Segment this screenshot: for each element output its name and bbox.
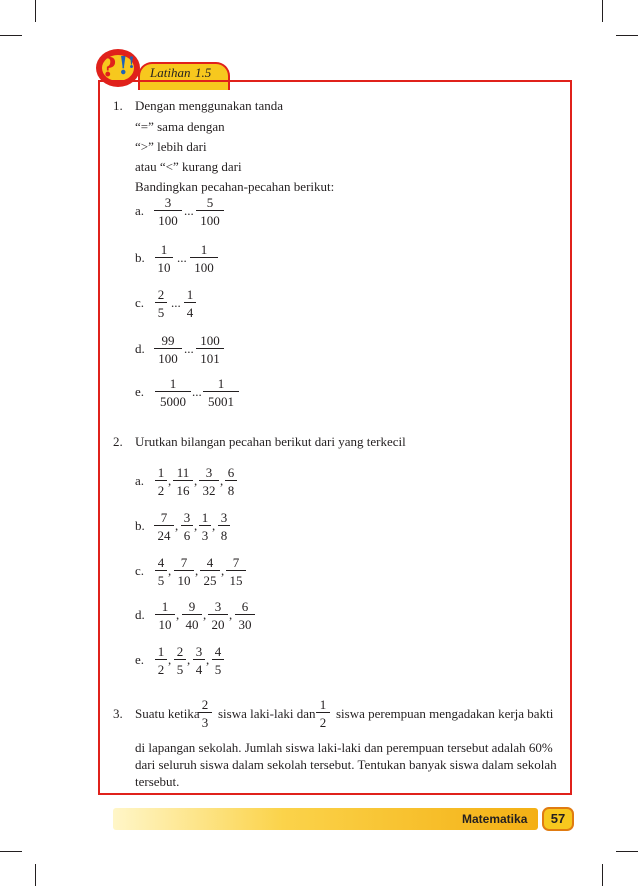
svg-text:!: ! — [118, 51, 129, 80]
q1-item-label: e. — [135, 384, 145, 399]
fraction: 2 3 — [198, 698, 212, 729]
fraction: 100 101 — [196, 334, 224, 365]
compare-dots: ... — [171, 295, 181, 310]
compare-dots: ... — [184, 341, 194, 356]
fraction: 4 25 — [200, 556, 220, 587]
q1-line: Bandingkan pecahan-pecahan berikut: — [135, 179, 335, 194]
comma: , — [187, 652, 191, 667]
fraction: 11 16 — [173, 466, 193, 497]
fraction: 4 5 — [212, 645, 224, 676]
fraction: 1 10 — [155, 243, 173, 274]
fraction: 99 100 — [154, 334, 182, 365]
q3-text: siswa laki-laki dan — [218, 706, 316, 721]
fraction: 1 100 — [190, 243, 218, 274]
crop-mark — [35, 0, 36, 22]
fraction: 3 100 — [154, 196, 182, 227]
fraction: 1 10 — [155, 600, 175, 631]
comma: , — [203, 607, 207, 622]
q3-line: di lapangan sekolah. Jumlah siswa laki-laki dan perempuan tersebut adalah 60% — [135, 740, 553, 755]
comma: , — [229, 607, 233, 622]
compare-dots: ... — [192, 384, 202, 399]
page-number: 57 — [542, 807, 574, 831]
compare-dots: ... — [177, 250, 187, 265]
comma: , — [194, 518, 198, 533]
fraction: 6 8 — [225, 466, 237, 497]
fraction: 1 2 — [155, 645, 167, 676]
compare-dots: ... — [184, 203, 194, 218]
q3-line: tersebut. — [135, 774, 180, 789]
fraction: 1 2 — [316, 698, 330, 729]
fraction: 1 4 — [184, 288, 196, 319]
fraction: 3 6 — [181, 511, 193, 542]
q1-item-label: a. — [135, 203, 145, 218]
q3-line: dari seluruh siswa dalam sekolah tersebut. Tentukan banyak siswa dalam sekolah — [135, 757, 557, 772]
q2-text: Urutkan bilangan pecahan berikut dari yang terkecil — [135, 434, 406, 449]
q1-line: Dengan menggunakan tanda — [135, 98, 284, 113]
svg-text:!: ! — [128, 53, 136, 72]
fraction: 7 24 — [154, 511, 174, 542]
fraction: 1 5001 — [203, 377, 239, 408]
comma: , — [168, 473, 172, 488]
fraction: 7 15 — [226, 556, 246, 587]
q1-line: “=” sama dengan — [135, 119, 225, 134]
comma: , — [195, 563, 199, 578]
fraction: 2 5 — [155, 288, 167, 319]
fraction: 4 5 — [155, 556, 167, 587]
crop-mark — [35, 864, 36, 886]
q2-item-label: b. — [135, 518, 145, 533]
footer-subject: Matematika — [462, 812, 528, 826]
q1-item-label: b. — [135, 250, 145, 265]
q2-item-label: d. — [135, 607, 145, 622]
q2-item-label: e. — [135, 652, 145, 667]
comma: , — [176, 607, 180, 622]
q2-item-label: a. — [135, 473, 145, 488]
q2-item-label: c. — [135, 563, 145, 578]
q3-text: siswa perempuan mengadakan kerja bakti — [336, 706, 554, 721]
comma: , — [221, 563, 225, 578]
q1-line: atau “<” kurang dari — [135, 159, 242, 174]
comma: , — [220, 473, 224, 488]
q3-text: Suatu ketika — [135, 706, 200, 721]
fraction: 7 10 — [174, 556, 194, 587]
fraction: 2 5 — [174, 645, 186, 676]
crop-mark — [616, 851, 638, 852]
fraction: 3 8 — [218, 511, 230, 542]
crop-mark — [616, 35, 638, 36]
crop-mark — [602, 0, 603, 22]
comma: , — [168, 563, 172, 578]
crop-mark — [0, 35, 22, 36]
comma: , — [206, 652, 210, 667]
q1-item-label: d. — [135, 341, 145, 356]
comma: , — [175, 518, 179, 533]
comma: , — [168, 652, 172, 667]
q3-number: 3. — [113, 706, 123, 721]
comma: , — [194, 473, 198, 488]
crop-mark — [0, 851, 22, 852]
svg-text:?: ? — [101, 53, 117, 83]
q1-number: 1. — [113, 98, 123, 113]
fraction: 6 30 — [235, 600, 255, 631]
fraction: 3 32 — [199, 466, 219, 497]
crop-mark — [602, 864, 603, 886]
fraction: 1 5000 — [155, 377, 191, 408]
fraction: 1 3 — [199, 511, 211, 542]
header-number: 1.5 — [195, 65, 212, 80]
comma: , — [212, 518, 216, 533]
fraction: 9 40 — [182, 600, 202, 631]
fraction: 5 100 — [196, 196, 224, 227]
q2-number: 2. — [113, 434, 123, 449]
fraction: 1 2 — [155, 466, 167, 497]
q1-line: “>” lebih dari — [135, 139, 207, 154]
header-title: Latihan — [150, 65, 191, 80]
fraction: 3 4 — [193, 645, 205, 676]
q1-item-label: c. — [135, 295, 145, 310]
fraction: 3 20 — [208, 600, 228, 631]
